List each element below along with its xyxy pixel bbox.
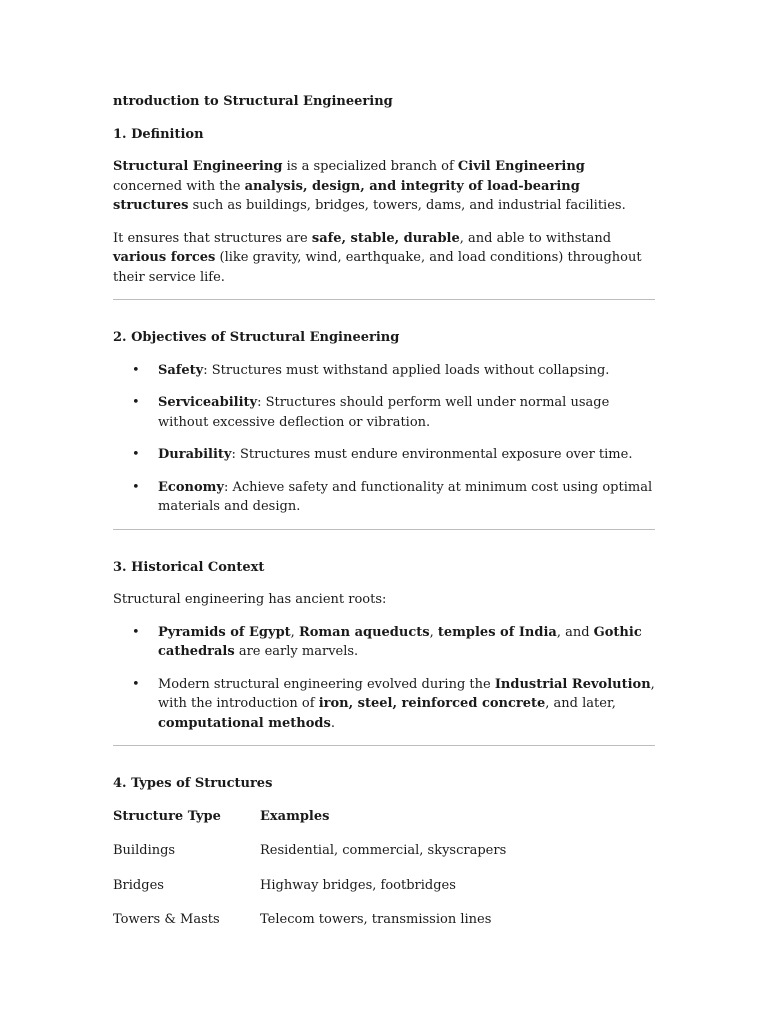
text-run: , and able to withstand: [459, 230, 612, 246]
section-heading-types: 4. Types of Structures: [113, 776, 273, 791]
table-cell: Towers & Masts: [113, 912, 220, 927]
history-intro: Structural engineering has ancient roots:: [113, 592, 387, 607]
list-item: [113, 393, 655, 432]
bold-text: Pyramids of Egypt: [158, 624, 291, 640]
table-cell: Highway bridges, footbridges: [260, 877, 456, 893]
text-run: (like gravity, wind, earthquake, and load conditions) throughout their service life.: [113, 250, 642, 285]
structures-table: [113, 807, 655, 930]
ensures-paragraph: [113, 229, 655, 288]
table-row: [113, 841, 655, 861]
table-row: [113, 910, 655, 930]
list-item: [113, 675, 655, 734]
text-run: It ensures that structures are: [113, 230, 312, 246]
text-run: concerned with the: [113, 178, 245, 194]
list-item: [113, 445, 655, 465]
history-list: [113, 623, 655, 734]
bold-text: Roman aqueducts: [298, 624, 430, 640]
table-cell: Buildings: [113, 843, 176, 858]
text-run: , and: [556, 624, 594, 640]
bold-text: Industrial Revolution: [494, 676, 651, 692]
bullet-icon: •: [132, 676, 140, 692]
bullet-icon: •: [132, 362, 140, 378]
bold-text: various forces: [113, 250, 216, 265]
bold-text: Durability: [158, 447, 232, 462]
bold-text: Civil Engineering: [457, 159, 585, 174]
text-run: are early marvels.: [234, 644, 359, 659]
section-heading-history: 3. Historical Context: [113, 559, 265, 575]
column-header-examples: Examples: [260, 808, 330, 824]
bullet-icon: •: [132, 624, 140, 640]
bullet-icon: •: [132, 395, 140, 410]
text-run: : Structures should perform well under normal usage without excessive deflection or vibration.: [158, 395, 610, 430]
list-item: [113, 623, 655, 662]
table-row: [113, 876, 655, 896]
bold-text: Gothic cathedrals: [158, 624, 642, 659]
column-header-structure-type: Structure Type: [113, 808, 221, 824]
section-divider: [113, 299, 655, 300]
text-run: , with the introduction of: [158, 676, 655, 711]
bullet-icon: •: [132, 479, 140, 495]
text-run: : Structures must withstand applied loads without collapsing.: [203, 362, 610, 378]
objectives-list: [113, 361, 655, 517]
section-divider: [113, 529, 655, 530]
list-item: [113, 478, 655, 517]
text-run: ,: [429, 624, 438, 640]
text-run: Modern structural engineering evolved during the: [158, 676, 495, 692]
bold-text: analysis, design, and integrity of load-bearing structures: [113, 178, 580, 213]
text-run: ,: [290, 624, 299, 640]
bold-text: Economy: [158, 479, 224, 495]
section-heading-definition: 1. Definition: [113, 126, 204, 142]
table-header-row: [113, 807, 655, 827]
definition-paragraph: [113, 157, 655, 216]
table-cell: Telecom towers, transmission lines: [260, 912, 492, 927]
section-divider: [113, 745, 655, 746]
bold-text: Safety: [158, 362, 204, 378]
bullet-icon: •: [132, 447, 140, 462]
bold-text: temples of India: [437, 624, 557, 640]
text-run: .: [330, 715, 335, 731]
text-run: , and later,: [545, 696, 616, 711]
document-title: ntroduction to Structural Engineering: [113, 94, 393, 109]
text-run: : Structures must endure environmental exposure over time.: [231, 447, 633, 462]
bold-text: safe, stable, durable: [311, 230, 460, 246]
bold-text: iron, steel, reinforced concrete: [318, 696, 546, 711]
table-cell: Residential, commercial, skyscrapers: [260, 843, 507, 858]
text-run: : Achieve safety and functionality at minimum cost using optimal materials and design.: [158, 479, 653, 514]
section-heading-objectives: 2. Objectives of Structural Engineering: [113, 330, 400, 345]
text-run: such as buildings, bridges, towers, dams, and industrial facilities.: [188, 198, 626, 213]
bold-text: Structural Engineering: [113, 159, 283, 174]
bold-text: computational methods: [158, 715, 331, 731]
table-cell: Bridges: [113, 877, 164, 893]
text-run: is a specialized branch of: [282, 159, 458, 174]
list-item: [113, 361, 655, 381]
document-page: [113, 92, 655, 945]
bold-text: Serviceability: [158, 395, 258, 410]
